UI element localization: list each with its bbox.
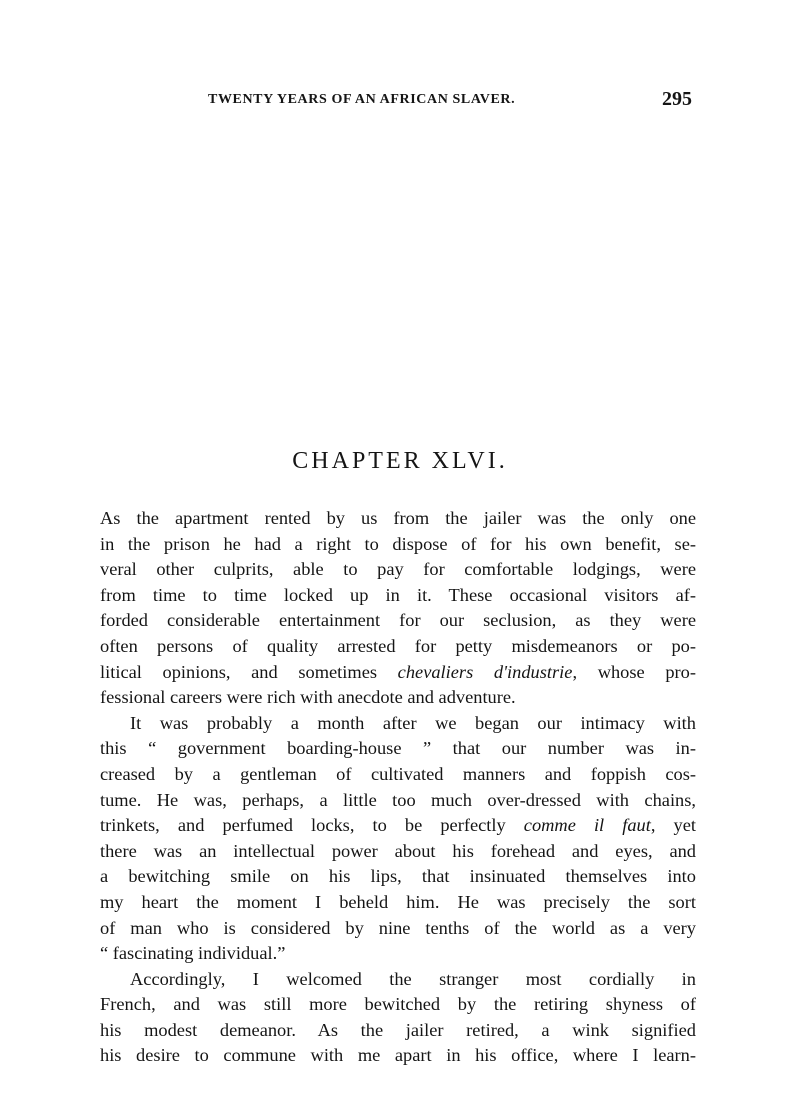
text-line: his modest demeanor. As the jailer retired, a wink signified bbox=[100, 1019, 696, 1040]
text-line bbox=[100, 813, 696, 839]
text-segment: trinkets, and perfumed locks, to be perfectly bbox=[100, 815, 524, 836]
body-text bbox=[100, 506, 696, 1069]
italic-phrase: chevaliers d'industrie bbox=[397, 661, 573, 682]
text-line: in the prison he had a right to dispose of for his own benefit, se- bbox=[100, 533, 696, 554]
text-line: this “ government boarding-house ” that our number was in- bbox=[100, 738, 696, 759]
text-line: often persons of quality arrested for petty misdemeanors or po- bbox=[100, 635, 696, 656]
text-line: forded considerable entertainment for our seclusion, as they were bbox=[100, 610, 696, 631]
text-segment: , yet bbox=[650, 815, 697, 836]
text-line: “ fascinating individual.” bbox=[100, 943, 286, 964]
text-line: there was an intellectual power about his forehead and eyes, and bbox=[100, 840, 696, 861]
text-segment: litical opinions, and sometimes bbox=[100, 661, 398, 682]
chapter-title: CHAPTER XLVI. bbox=[292, 448, 508, 474]
running-head bbox=[100, 88, 698, 112]
page-number: 295 bbox=[662, 88, 692, 110]
text-line: from time to time locked up in it. These occasional visitors af- bbox=[100, 584, 696, 605]
text-line: a bewitching smile on his lips, that insinuated themselves into bbox=[100, 866, 696, 887]
text-line bbox=[100, 660, 696, 686]
text-line: Accordingly, I welcomed the stranger most cordially in bbox=[130, 968, 696, 989]
text-line: veral other culprits, able to pay for comfortable lodgings, were bbox=[100, 559, 696, 580]
text-line: fessional careers were rich with anecdote and adventure. bbox=[100, 687, 516, 708]
text-line: of man who is considered by nine tenths of the world as a very bbox=[100, 917, 696, 938]
running-title: TWENTY YEARS OF AN AFRICAN SLAVER. bbox=[208, 92, 516, 107]
italic-phrase: comme il faut bbox=[523, 815, 651, 836]
text-line: As the apartment rented by us from the jailer was the only one bbox=[100, 508, 696, 528]
text-line: creased by a gentleman of cultivated manners and foppish cos- bbox=[100, 763, 696, 784]
text-segment: , whose pro- bbox=[572, 661, 696, 682]
text-line: French, and was still more bewitched by the retiring shyness of bbox=[100, 994, 696, 1015]
text-line: It was probably a month after we began our intimacy with bbox=[130, 712, 696, 733]
text-line: tume. He was, perhaps, a little too much over-dressed with chains, bbox=[100, 789, 696, 810]
text-line: my heart the moment I beheld him. He was precisely the sort bbox=[100, 891, 696, 912]
text-line: his desire to commune with me apart in his office, where I learn- bbox=[100, 1045, 696, 1066]
